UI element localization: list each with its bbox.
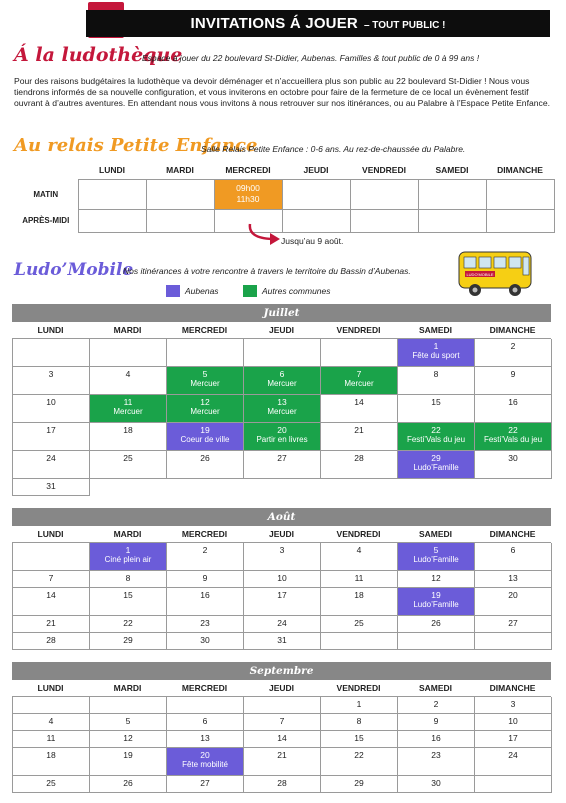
calendar-day-cell	[321, 748, 398, 776]
bus-icon	[455, 248, 535, 300]
day-number: 26	[200, 453, 210, 463]
ludomobile-title: Ludo’Mobile	[14, 260, 134, 280]
calendar-day-cell	[475, 395, 552, 423]
calendar-day-cell	[167, 339, 244, 367]
day-number: 25	[123, 453, 133, 463]
day-number: 12	[200, 397, 210, 407]
rpe-cell	[350, 179, 418, 209]
event-label: Fête du sport	[412, 351, 460, 360]
weekday-header: MERCREDI	[181, 529, 228, 539]
calendar-event-cell	[244, 367, 321, 395]
day-number: 7	[356, 369, 362, 379]
rpe-note: Jusqu’au 9 août.	[281, 236, 344, 246]
day-number: 2	[202, 545, 208, 555]
day-number: 8	[125, 573, 131, 583]
calendar-day-cell	[167, 633, 244, 650]
weekday-header: SAMEDI	[418, 683, 453, 693]
calendar-day-cell	[13, 451, 90, 479]
day-number: 15	[431, 397, 441, 407]
event-label: Mercuer	[267, 379, 297, 388]
event-label: Ludo’Famille	[413, 463, 459, 472]
calendar-day-cell	[398, 616, 475, 633]
day-number: 13	[200, 733, 210, 743]
calendar-day-cell	[244, 543, 321, 571]
rpe-cell	[350, 209, 418, 232]
day-number: 24	[508, 750, 518, 760]
day-number: 6	[510, 545, 516, 555]
calendar-event-cell	[398, 543, 475, 571]
day-number: 20	[200, 750, 210, 760]
weekday-header: JEUDI	[268, 683, 295, 693]
calendar-event-cell	[167, 367, 244, 395]
day-number: 16	[431, 733, 441, 743]
calendar-day-cell	[13, 571, 90, 588]
rpe-cell	[418, 209, 486, 232]
rpe-cell	[418, 179, 486, 209]
calendar-day-cell	[167, 571, 244, 588]
calendar-day-cell	[321, 571, 398, 588]
calendar-day-cell	[398, 731, 475, 748]
calendar-day-cell	[398, 714, 475, 731]
calendar-day-cell	[321, 543, 398, 571]
weekday-header: MARDI	[113, 683, 142, 693]
day-number: 19	[123, 750, 133, 760]
calendar-grid	[12, 542, 551, 650]
weekday-header: VENDREDI	[336, 683, 381, 693]
day-number: 31	[46, 481, 56, 491]
calendar-day-cell	[13, 616, 90, 633]
calendar-day-cell	[398, 571, 475, 588]
weekday-header: JEUDI	[268, 529, 295, 539]
event-label: Ludo’Famille	[413, 600, 459, 609]
weekday-header: DIMANCHE	[489, 529, 536, 539]
rpe-schedule-table	[14, 161, 555, 233]
day-number: 22	[354, 750, 364, 760]
event-label: Mercuer	[113, 407, 143, 416]
day-number: 8	[356, 716, 362, 726]
month-title: Juillet	[12, 304, 551, 322]
day-number: 18	[123, 425, 133, 435]
calendar-day-cell	[13, 479, 90, 496]
calendar-day-cell	[167, 543, 244, 571]
calendar-day-cell	[13, 776, 90, 793]
day-number: 4	[125, 369, 131, 379]
day-number: 10	[508, 716, 518, 726]
calendar-aout	[12, 508, 551, 650]
month-title: Septembre	[12, 662, 551, 680]
day-number: 3	[279, 545, 285, 555]
calendar-day-cell	[13, 748, 90, 776]
calendar-event-cell	[244, 423, 321, 451]
rpe-title: Au relais Petite Enfance	[14, 135, 258, 156]
calendar-event-cell	[244, 395, 321, 423]
day-number: 2	[510, 341, 516, 351]
calendar-day-cell	[321, 395, 398, 423]
calendar-event-cell	[90, 543, 167, 571]
calendar-day-cell	[167, 697, 244, 714]
weekday-header: MERCREDI	[181, 325, 228, 335]
row-label-apres-midi: APRÈS-MIDI	[22, 216, 70, 225]
day-number: 30	[431, 778, 441, 788]
day-number: 14	[46, 590, 56, 600]
bus-label: LUDO’MOBILE	[466, 272, 494, 277]
day-number: 1	[125, 545, 131, 555]
event-label: Festi’Vals du jeu	[406, 435, 466, 444]
day-number: 7	[279, 716, 285, 726]
rpe-day-header: SAMEDI	[435, 164, 469, 175]
calendar-day-cell	[90, 748, 167, 776]
calendar-day-cell	[475, 633, 552, 650]
weekday-header-row	[12, 680, 551, 696]
event-label: Coeur de ville	[180, 435, 230, 444]
rpe-cell	[78, 179, 146, 209]
ludotheque-paragraph: Pour des raisons budgétaires la ludothèque va devoir déménager et n’accueillera plus son public au 22 boulevard St-Didier ! Nous vous tiendrons informés de sa nouvelle configuration, et vous inviterons en octobre pour faire de la fermeture de ce local un évènement festif ouvrant à d’autres aventures. En attendant nous vous invitons à nous retrouver sur nos itinérances, ou au Palabre à l’Espace Petite Enfance.	[14, 76, 551, 109]
calendar-day-cell	[321, 714, 398, 731]
day-number: 3	[48, 369, 54, 379]
calendar-day-cell	[90, 423, 167, 451]
calendar-day-cell	[90, 571, 167, 588]
calendar-day-cell	[167, 714, 244, 731]
calendar-day-cell	[90, 776, 167, 793]
day-number: 18	[46, 750, 56, 760]
day-number: 30	[508, 453, 518, 463]
day-number: 12	[123, 733, 133, 743]
day-number: 25	[46, 778, 56, 788]
calendar-grid	[12, 696, 551, 793]
day-number: 23	[200, 618, 210, 628]
calendar-day-cell	[398, 395, 475, 423]
rpe-cell-mercredi-matin: 09h00 11h30	[214, 179, 282, 209]
calendar-day-cell	[398, 776, 475, 793]
calendar-day-cell	[90, 633, 167, 650]
day-number: 2	[433, 699, 439, 709]
calendar-event-cell	[90, 395, 167, 423]
day-number: 19	[431, 590, 441, 600]
event-label: Mercuer	[267, 407, 297, 416]
calendar-day-cell	[13, 633, 90, 650]
calendar-day-cell	[321, 633, 398, 650]
day-number: 11	[354, 573, 364, 583]
day-number: 24	[46, 453, 56, 463]
calendar-day-cell	[90, 731, 167, 748]
day-number: 8	[433, 369, 439, 379]
calendar-day-cell	[475, 731, 552, 748]
calendar-day-cell	[321, 616, 398, 633]
event-label: Fête mobilité	[182, 760, 228, 769]
weekday-header-row	[12, 526, 551, 542]
calendar-day-cell	[90, 588, 167, 616]
day-number: 14	[354, 397, 364, 407]
event-label: Ciné plein air	[104, 555, 152, 564]
weekday-header: LUNDI	[37, 529, 64, 539]
weekday-header: DIMANCHE	[489, 325, 536, 335]
day-number: 5	[202, 369, 208, 379]
day-number: 13	[508, 573, 518, 583]
calendar-event-cell	[398, 588, 475, 616]
calendar-day-cell	[321, 423, 398, 451]
event-label: Partir en livres	[256, 435, 308, 444]
day-number: 19	[200, 425, 210, 435]
calendar-day-cell	[475, 571, 552, 588]
calendar-day-cell	[321, 697, 398, 714]
calendar-day-cell	[244, 616, 321, 633]
day-number: 20	[277, 425, 287, 435]
ludotheque-subtitle: Espace à jouer du 22 boulevard St-Didier, Aubenas. Familles & tout public de 0 à 99 ans !	[142, 53, 480, 63]
calendar-day-cell	[13, 714, 90, 731]
day-number: 7	[48, 573, 54, 583]
calendar-event-cell	[398, 423, 475, 451]
calendar-day-cell	[244, 714, 321, 731]
day-number: 14	[277, 733, 287, 743]
calendar-day-cell	[244, 451, 321, 479]
day-number: 26	[431, 618, 441, 628]
legend-autres: Autres communes	[243, 285, 331, 297]
calendar-day-cell	[398, 633, 475, 650]
calendar-septembre	[12, 662, 551, 793]
calendar-day-cell	[167, 776, 244, 793]
calendar-day-cell	[90, 367, 167, 395]
day-number: 16	[508, 397, 518, 407]
day-number: 6	[202, 716, 208, 726]
day-number: 22	[123, 618, 133, 628]
day-number: 6	[279, 369, 285, 379]
day-number: 25	[354, 618, 364, 628]
calendar-day-cell	[13, 395, 90, 423]
calendar-day-cell	[244, 731, 321, 748]
weekday-header: MARDI	[113, 325, 142, 335]
event-label: Festi’Vals du jeu	[483, 435, 543, 444]
day-number: 27	[508, 618, 518, 628]
page-subtitle: – TOUT PUBLIC !	[363, 20, 446, 31]
month-title: Août	[12, 508, 551, 526]
legend-swatch-autres	[243, 285, 257, 297]
calendar-day-cell	[244, 633, 321, 650]
calendar-day-cell	[167, 731, 244, 748]
day-number: 17	[508, 733, 518, 743]
day-number: 30	[200, 635, 210, 645]
day-number: 28	[354, 453, 364, 463]
rpe-day-header: DIMANCHE	[497, 164, 543, 175]
calendar-day-cell	[321, 731, 398, 748]
day-number: 5	[433, 545, 439, 555]
ludotheque-title: Á la ludothèque	[14, 44, 183, 66]
day-number: 9	[433, 716, 439, 726]
calendar-day-cell	[244, 776, 321, 793]
day-number: 9	[202, 573, 208, 583]
calendar-event-cell	[167, 395, 244, 423]
day-number: 21	[277, 750, 287, 760]
day-number: 21	[354, 425, 364, 435]
event-label: Ludo’Famille	[413, 555, 459, 564]
day-number: 4	[356, 545, 362, 555]
calendar-grid	[12, 338, 551, 496]
curved-arrow-icon	[244, 222, 284, 250]
rpe-day-header: MERCREDI	[225, 164, 271, 175]
calendar-day-cell	[90, 714, 167, 731]
rpe-cell	[282, 209, 350, 232]
calendar-day-cell	[90, 697, 167, 714]
calendar-day-cell	[90, 339, 167, 367]
calendar-day-cell	[90, 616, 167, 633]
day-number: 12	[431, 573, 441, 583]
calendar-day-cell	[244, 697, 321, 714]
weekday-header: VENDREDI	[336, 325, 381, 335]
calendar-day-cell	[13, 339, 90, 367]
calendar-day-cell	[398, 697, 475, 714]
calendar-event-cell	[398, 339, 475, 367]
calendar-event-cell	[167, 748, 244, 776]
calendar-event-cell	[475, 423, 552, 451]
rpe-cell	[146, 179, 214, 209]
calendar-day-cell	[475, 588, 552, 616]
rpe-cell	[282, 179, 350, 209]
day-number: 15	[354, 733, 364, 743]
calendar-day-cell	[398, 748, 475, 776]
weekday-header: LUNDI	[37, 683, 64, 693]
day-number: 22	[508, 425, 518, 435]
calendar-day-cell	[90, 451, 167, 479]
day-number: 11	[46, 733, 56, 743]
calendar-day-cell	[321, 776, 398, 793]
day-number: 27	[200, 778, 210, 788]
day-number: 17	[277, 590, 287, 600]
rpe-day-header: LUNDI	[99, 164, 125, 175]
day-number: 16	[200, 590, 210, 600]
day-number: 31	[277, 635, 287, 645]
calendar-event-cell	[398, 451, 475, 479]
rpe-cell	[78, 209, 146, 232]
page-title: INVITATIONS Á JOUER	[190, 15, 358, 32]
weekday-header: MARDI	[113, 529, 142, 539]
rpe-subtitle: Salle Relais Petite Enfance : 0-6 ans. Au rez-de-chaussée du Palabre.	[201, 144, 466, 154]
day-number: 26	[123, 778, 133, 788]
calendar-day-cell	[13, 697, 90, 714]
calendar-day-cell	[321, 451, 398, 479]
calendar-juillet	[12, 304, 551, 496]
calendar-day-cell	[475, 748, 552, 776]
calendar-event-cell	[321, 367, 398, 395]
rpe-cell	[146, 209, 214, 232]
weekday-header: MERCREDI	[181, 683, 228, 693]
weekday-header: VENDREDI	[336, 529, 381, 539]
day-number: 3	[510, 699, 516, 709]
calendar-day-cell	[13, 731, 90, 748]
calendar-day-cell	[244, 339, 321, 367]
calendar-day-cell	[167, 588, 244, 616]
weekday-header: SAMEDI	[418, 325, 453, 335]
calendar-day-cell	[244, 571, 321, 588]
day-number: 17	[46, 425, 56, 435]
calendar-day-cell	[475, 367, 552, 395]
weekday-header: LUNDI	[37, 325, 64, 335]
day-number: 15	[123, 590, 133, 600]
day-number: 22	[431, 425, 441, 435]
ludomobile-subtitle: Nos itinérances à votre rencontre à travers le territoire du Bassin d’Aubenas.	[123, 266, 411, 276]
day-number: 29	[354, 778, 364, 788]
calendar-day-cell	[475, 714, 552, 731]
rpe-day-header: JEUDI	[303, 164, 329, 175]
day-number: 18	[354, 590, 364, 600]
calendar-day-cell	[321, 588, 398, 616]
weekday-header: JEUDI	[268, 325, 295, 335]
legend-swatch-aubenas	[166, 285, 180, 297]
calendar-event-cell	[167, 423, 244, 451]
calendar-day-cell	[244, 588, 321, 616]
day-number: 20	[508, 590, 518, 600]
calendar-day-cell	[475, 543, 552, 571]
day-number: 1	[356, 699, 362, 709]
rpe-day-header: MARDI	[166, 164, 194, 175]
day-number: 28	[277, 778, 287, 788]
day-number: 9	[510, 369, 516, 379]
rpe-cell	[486, 179, 554, 209]
event-label: Mercuer	[190, 407, 220, 416]
day-number: 13	[277, 397, 287, 407]
rpe-day-header: VENDREDI	[362, 164, 406, 175]
day-number: 4	[48, 716, 54, 726]
calendar-day-cell	[475, 697, 552, 714]
calendar-day-cell	[475, 339, 552, 367]
calendar-day-cell	[13, 588, 90, 616]
calendar-day-cell	[13, 423, 90, 451]
day-number: 10	[277, 573, 287, 583]
day-number: 28	[46, 635, 56, 645]
row-label-matin: MATIN	[33, 189, 59, 199]
day-number: 1	[433, 341, 439, 351]
event-label: Mercuer	[190, 379, 220, 388]
day-number: 21	[46, 618, 56, 628]
day-number: 27	[277, 453, 287, 463]
calendar-day-cell	[475, 776, 552, 793]
calendar-day-cell	[167, 451, 244, 479]
day-number: 29	[431, 453, 441, 463]
calendar-day-cell	[398, 367, 475, 395]
weekday-header-row	[12, 322, 551, 338]
day-number: 10	[46, 397, 56, 407]
rpe-cell	[486, 209, 554, 232]
calendar-day-cell	[244, 748, 321, 776]
calendar-day-cell	[13, 367, 90, 395]
page-header	[86, 10, 550, 37]
weekday-header: SAMEDI	[418, 529, 453, 539]
calendar-day-cell	[167, 616, 244, 633]
calendar-day-cell	[475, 616, 552, 633]
legend-aubenas: Aubenas	[166, 285, 219, 297]
calendar-day-cell	[321, 339, 398, 367]
day-number: 23	[431, 750, 441, 760]
weekday-header: DIMANCHE	[489, 683, 536, 693]
day-number: 5	[125, 716, 131, 726]
day-number: 29	[123, 635, 133, 645]
day-number: 11	[123, 397, 133, 407]
calendar-day-cell	[13, 543, 90, 571]
calendar-day-cell	[475, 451, 552, 479]
event-label: Mercuer	[344, 379, 374, 388]
day-number: 24	[277, 618, 287, 628]
